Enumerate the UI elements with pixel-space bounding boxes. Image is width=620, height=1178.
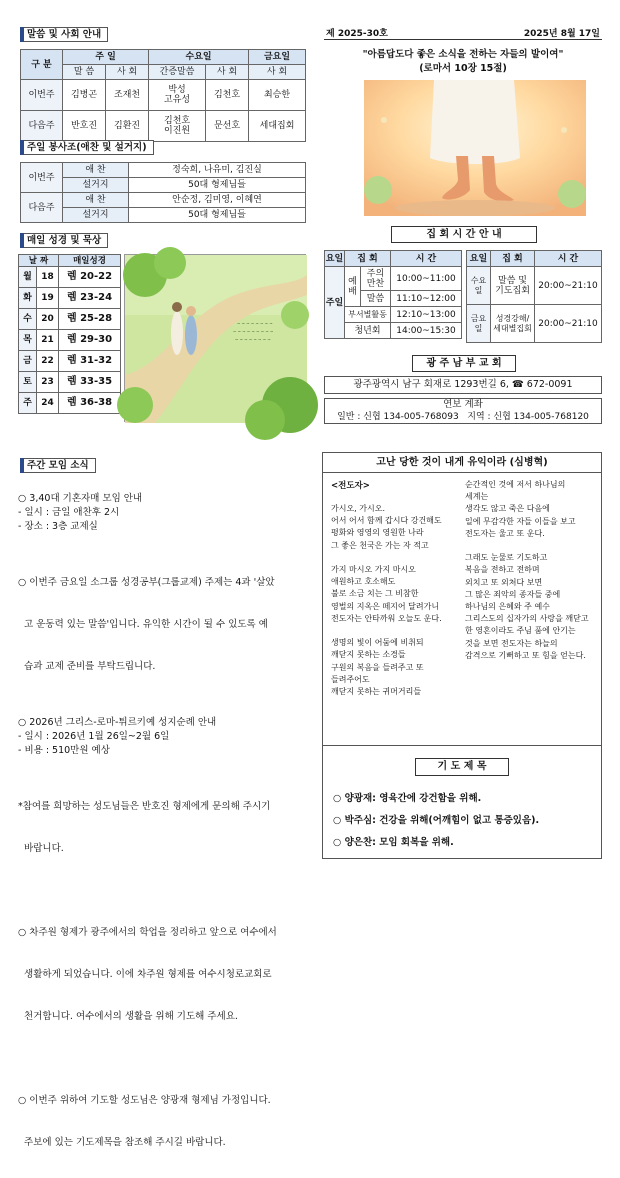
poem-line: 애원하고 호소해도 xyxy=(331,577,396,587)
cell: 김병곤 xyxy=(63,80,106,111)
row-label: 이번주 xyxy=(21,80,63,111)
row-label: 다음주 xyxy=(21,193,63,223)
bible-day: 수 xyxy=(19,309,37,330)
news-line: - 장소 : 3층 교제실 xyxy=(18,521,98,532)
news-item xyxy=(18,548,304,702)
poem-line: 세계는 xyxy=(465,492,489,502)
poem-line: 들려주어도 xyxy=(331,674,370,684)
reading-header: 매일성경 xyxy=(59,255,121,267)
poem-line xyxy=(465,540,599,552)
announce-table xyxy=(20,49,306,142)
bible-date: 23 xyxy=(37,372,59,393)
news-item xyxy=(18,1066,304,1178)
weekly-title: 주간 모임 소식 xyxy=(20,458,96,473)
poem-line: 전도자는 울고 또 운다. xyxy=(465,528,545,538)
poem-line: 평화와 영영의 영원한 나라 xyxy=(331,528,424,538)
bible-reading: 렘 20-22 xyxy=(59,267,121,288)
bible-date: 18 xyxy=(37,267,59,288)
bible-day: 화 xyxy=(19,288,37,309)
service-title: 주일 봉사조(애찬 및 설거지) xyxy=(20,140,154,155)
prayer-section xyxy=(323,745,601,848)
meeting-name: 부서별활동 xyxy=(345,307,391,323)
meeting-time: 20:00~21:10 xyxy=(535,267,602,305)
bible-date: 22 xyxy=(37,351,59,372)
poem-line: 불로 소금 치는 그 비참한 xyxy=(331,589,419,599)
bank-title: 연보 계좌 xyxy=(443,399,483,410)
wednesday-header: 수요일 xyxy=(149,50,249,65)
poem-line: 가지 마시오 가지 마시오 xyxy=(331,565,416,574)
poem-line: 깨닫지 못하는 귀머거리들 xyxy=(331,687,422,697)
bible-title: 매일 성경 및 묵상 xyxy=(20,233,108,248)
poem-column-left xyxy=(331,503,459,698)
poem-line: 어서 어서 함께 갑시다 강건해도 xyxy=(331,516,442,526)
news-line: - 비용 : 510만원 예상 xyxy=(18,745,110,756)
role-label: 애 찬 xyxy=(63,163,129,178)
sub-header: 사 회 xyxy=(249,65,306,80)
bible-day: 월 xyxy=(19,267,37,288)
bible-date: 19 xyxy=(37,288,59,309)
cell: 문선호 xyxy=(206,111,249,142)
meeting-table-right xyxy=(466,250,602,343)
role-label: 설거지 xyxy=(63,178,129,193)
bible-reading: 렘 33-35 xyxy=(59,372,121,393)
poem-line: 한 영혼이라도 주님 품에 안기는 xyxy=(465,626,576,636)
poem-line: 일에 무감각한 자들 이들을 보고 xyxy=(465,516,576,526)
weekly-news xyxy=(18,452,304,1148)
cell: 최승한 xyxy=(249,80,306,111)
col-group-header: 구 분 xyxy=(21,50,63,80)
bible-reading: 렘 36-38 xyxy=(59,393,121,414)
weekday-label: 금요일 xyxy=(467,305,491,343)
meeting-time: 20:00~21:10 xyxy=(535,305,602,343)
news-line: ○ 차주원 형제가 광주에서의 학업을 정리하고 앞으로 여수에서 xyxy=(18,927,277,938)
worship-label: 예배 xyxy=(345,267,361,307)
bible-day: 금 xyxy=(19,351,37,372)
news-line: 주보에 있는 기도제목을 참조해 주시길 바랍니다. xyxy=(18,1137,226,1148)
bible-reading: 렘 23-24 xyxy=(59,288,121,309)
poem-line: 가시오, 가시오. xyxy=(331,504,385,513)
poem-line: 그 많은 죄악의 종자들 중에 xyxy=(465,589,561,599)
meeting-name: 주의 만찬 xyxy=(361,267,391,291)
bank-accounts: 일반 : 신협 134-005-768093 지역 : 신협 134-005-768120 xyxy=(337,412,589,422)
bible-day: 주 xyxy=(19,393,37,414)
col-header: 시 간 xyxy=(391,251,462,267)
sub-header: 사 회 xyxy=(106,65,149,80)
row-label: 이번주 xyxy=(21,163,63,193)
poem-line: 하나님의 은혜와 주 예수 xyxy=(465,602,550,612)
poem-tag: <전도자> xyxy=(331,481,370,491)
bible-reading: 렘 31-32 xyxy=(59,351,121,372)
poem-line: 그래도 눈물로 기도하고 xyxy=(465,553,548,563)
bible-reading: 렘 29-30 xyxy=(59,330,121,351)
bible-date: 24 xyxy=(37,393,59,414)
poem-column-right xyxy=(465,479,599,662)
sub-header: 간증말씀 xyxy=(149,65,206,80)
news-line: ○ 이번주 위하여 기도할 성도님은 양광재 형제님 가정입니다. xyxy=(18,1095,271,1106)
poem-line: 순간적인 것에 저서 하나님의 xyxy=(465,480,566,489)
date-header: 날 짜 xyxy=(19,255,59,267)
prayer-item: ○ 박주심: 건강을 위해(어깨힘이 없고 통증있음). xyxy=(333,815,540,826)
news-item xyxy=(18,716,304,758)
news-line: - 일시 : 금일 애찬후 2시 xyxy=(18,507,120,518)
svg-text:~ ~ ~ ~ ~ ~ ~ ~: ~ ~ ~ ~ ~ ~ ~ ~ xyxy=(237,321,273,326)
verse-quote: "아름답도다 좋은 소식을 전하는 자들의 발이여" xyxy=(362,49,564,60)
poem-line: 깨닫지 못하는 소경들 xyxy=(331,650,406,660)
sub-header: 사 회 xyxy=(206,65,249,80)
poem-title: 고난 당한 것이 내게 유익이라 (심병혁) xyxy=(323,453,601,473)
issue-number: 제 2025-30호 xyxy=(326,29,388,39)
poem-line: 영벌의 지옥은 떼지어 달려가니 xyxy=(331,601,440,611)
meeting-name: 청년회 xyxy=(345,323,391,339)
weekday-label: 수요일 xyxy=(467,267,491,305)
cell: 박성 고유성 xyxy=(149,80,206,111)
poem-line: 감격으로 기뻐하고 또 힘을 얻는다. xyxy=(465,650,586,660)
col-header: 집 회 xyxy=(345,251,391,267)
sunday-header: 주 일 xyxy=(63,50,149,65)
cell: 반호진 xyxy=(63,111,106,142)
meeting-time: 12:10~13:00 xyxy=(391,307,462,323)
meeting-name: 말씀 및 기도집회 xyxy=(491,267,535,305)
meeting-name: 말씀 xyxy=(361,291,391,307)
cell: 김환진 xyxy=(106,111,149,142)
service-table xyxy=(20,162,306,223)
role-value: 50대 형제님들 xyxy=(129,178,306,193)
issue-date: 2025년 8월 17일 xyxy=(523,29,600,39)
bible-day: 토 xyxy=(19,372,37,393)
poem-line: 그리스도의 십자가의 사랑을 깨닫고 xyxy=(465,614,589,624)
poem-line: 것을 보면 전도자는 하늘의 xyxy=(465,638,558,648)
role-label: 설거지 xyxy=(63,208,129,223)
bible-reading: 렘 25-28 xyxy=(59,309,121,330)
prayer-title: 기 도 제 목 xyxy=(415,758,509,776)
bible-day: 목 xyxy=(19,330,37,351)
cell: 조재천 xyxy=(106,80,149,111)
news-line: 생활하게 되었습니다. 이에 차주원 형제를 여수시청로교회로 xyxy=(18,969,272,980)
col-header: 요일 xyxy=(467,251,491,267)
meeting-time: 14:00~15:30 xyxy=(391,323,462,339)
poem-line: 전도자는 안타까워 오늘도 운다. xyxy=(331,613,442,623)
bible-date: 21 xyxy=(37,330,59,351)
church-name: 광 주 남 부 교 회 xyxy=(412,355,516,372)
news-line: 습과 교제 준비를 부탁드립니다. xyxy=(18,661,156,672)
poem-line: 생각도 않고 죽은 다음에 xyxy=(465,504,550,514)
news-item xyxy=(18,492,304,534)
meeting-name: 성경강해/ 세대별집회 xyxy=(491,305,535,343)
col-header: 시 간 xyxy=(535,251,602,267)
meeting-time: 10:00~11:00 xyxy=(391,267,462,291)
news-line: 천거합니다. 여수에서의 생활을 위해 기도해 주세요. xyxy=(18,1011,238,1022)
col-header: 요일 xyxy=(325,251,345,267)
church-address: 광주광역시 남구 회재로 1293번길 6, ☎ 672-0091 xyxy=(324,376,602,394)
role-label: 애 찬 xyxy=(63,193,129,208)
poem-line: 외치고 또 외쳐다 보면 xyxy=(465,577,543,587)
feet-illustration xyxy=(364,80,586,216)
poem-prayer-box xyxy=(322,452,602,859)
svg-text:~ ~ ~ ~ ~ ~ ~ ~: ~ ~ ~ ~ ~ ~ ~ ~ xyxy=(235,337,271,342)
friday-header: 금요일 xyxy=(249,50,306,65)
role-value: 정숙희, 나유미, 김진실 xyxy=(129,163,306,178)
prayer-item: ○ 양광재: 영육간에 강건함을 위해. xyxy=(333,793,482,804)
path-illustration xyxy=(124,254,306,422)
poem-line: 생명의 빛이 어둠에 비취되 xyxy=(331,638,424,648)
bible-table xyxy=(18,254,121,414)
announce-title: 말씀 및 사회 안내 xyxy=(20,27,108,42)
news-line: *참여를 희망하는 성도님들은 반호진 형제에게 문의해 주시기 xyxy=(18,801,271,812)
row-label: 다음주 xyxy=(21,111,63,142)
news-line: - 일시 : 2026년 1월 26일~2월 6일 xyxy=(18,731,170,742)
poem-line: 복음을 전하고 전하며 xyxy=(465,565,540,575)
sunday-label: 주일 xyxy=(325,267,345,339)
cell: 김천호 xyxy=(206,80,249,111)
weekly-items xyxy=(18,492,304,1178)
news-line: ○ 2026년 그리스-로마-튀르키예 성지순례 안내 xyxy=(18,717,217,728)
svg-text:~ ~ ~ ~ ~ ~ ~ ~ ~: ~ ~ ~ ~ ~ ~ ~ ~ ~ xyxy=(233,329,274,334)
role-value: 50대 형제님들 xyxy=(129,208,306,223)
sub-header: 말 씀 xyxy=(63,65,106,80)
news-item xyxy=(18,898,304,1052)
meeting-time: 11:10~12:00 xyxy=(391,291,462,307)
news-line: ○ 3,40대 기혼자매 모임 안내 xyxy=(18,493,143,504)
cell: 세대집회 xyxy=(249,111,306,142)
bible-date: 20 xyxy=(37,309,59,330)
issue-bar xyxy=(324,26,602,40)
poem-line: 그 좋은 천국은 가는 자 적고 xyxy=(331,540,429,550)
news-item xyxy=(18,772,304,884)
meeting-title: 집 회 시 간 안 내 xyxy=(391,226,537,243)
meeting-table-left xyxy=(324,250,462,339)
col-header: 집 회 xyxy=(491,251,535,267)
news-line: 바랍니다. xyxy=(18,843,64,854)
role-value: 안순정, 김미영, 이혜연 xyxy=(129,193,306,208)
verse-ref: (로마서 10장 15절) xyxy=(419,63,507,74)
prayer-item: ○ 양은찬: 모임 회복을 위해. xyxy=(333,837,454,848)
poem-line: 구원의 복음을 들려주고 또 xyxy=(331,662,424,672)
poem-line xyxy=(331,625,459,637)
bank-box xyxy=(324,398,602,424)
cell: 김천호 이진원 xyxy=(149,111,206,142)
poem-line xyxy=(331,552,459,564)
news-line: 고 운동력 있는 말씀'입니다. 유익한 시간이 될 수 있도록 예 xyxy=(18,619,268,630)
news-line: ○ 이번주 금요일 소그룹 성경공부(그룹교제) 주제는 4과 '살았 xyxy=(18,577,275,588)
